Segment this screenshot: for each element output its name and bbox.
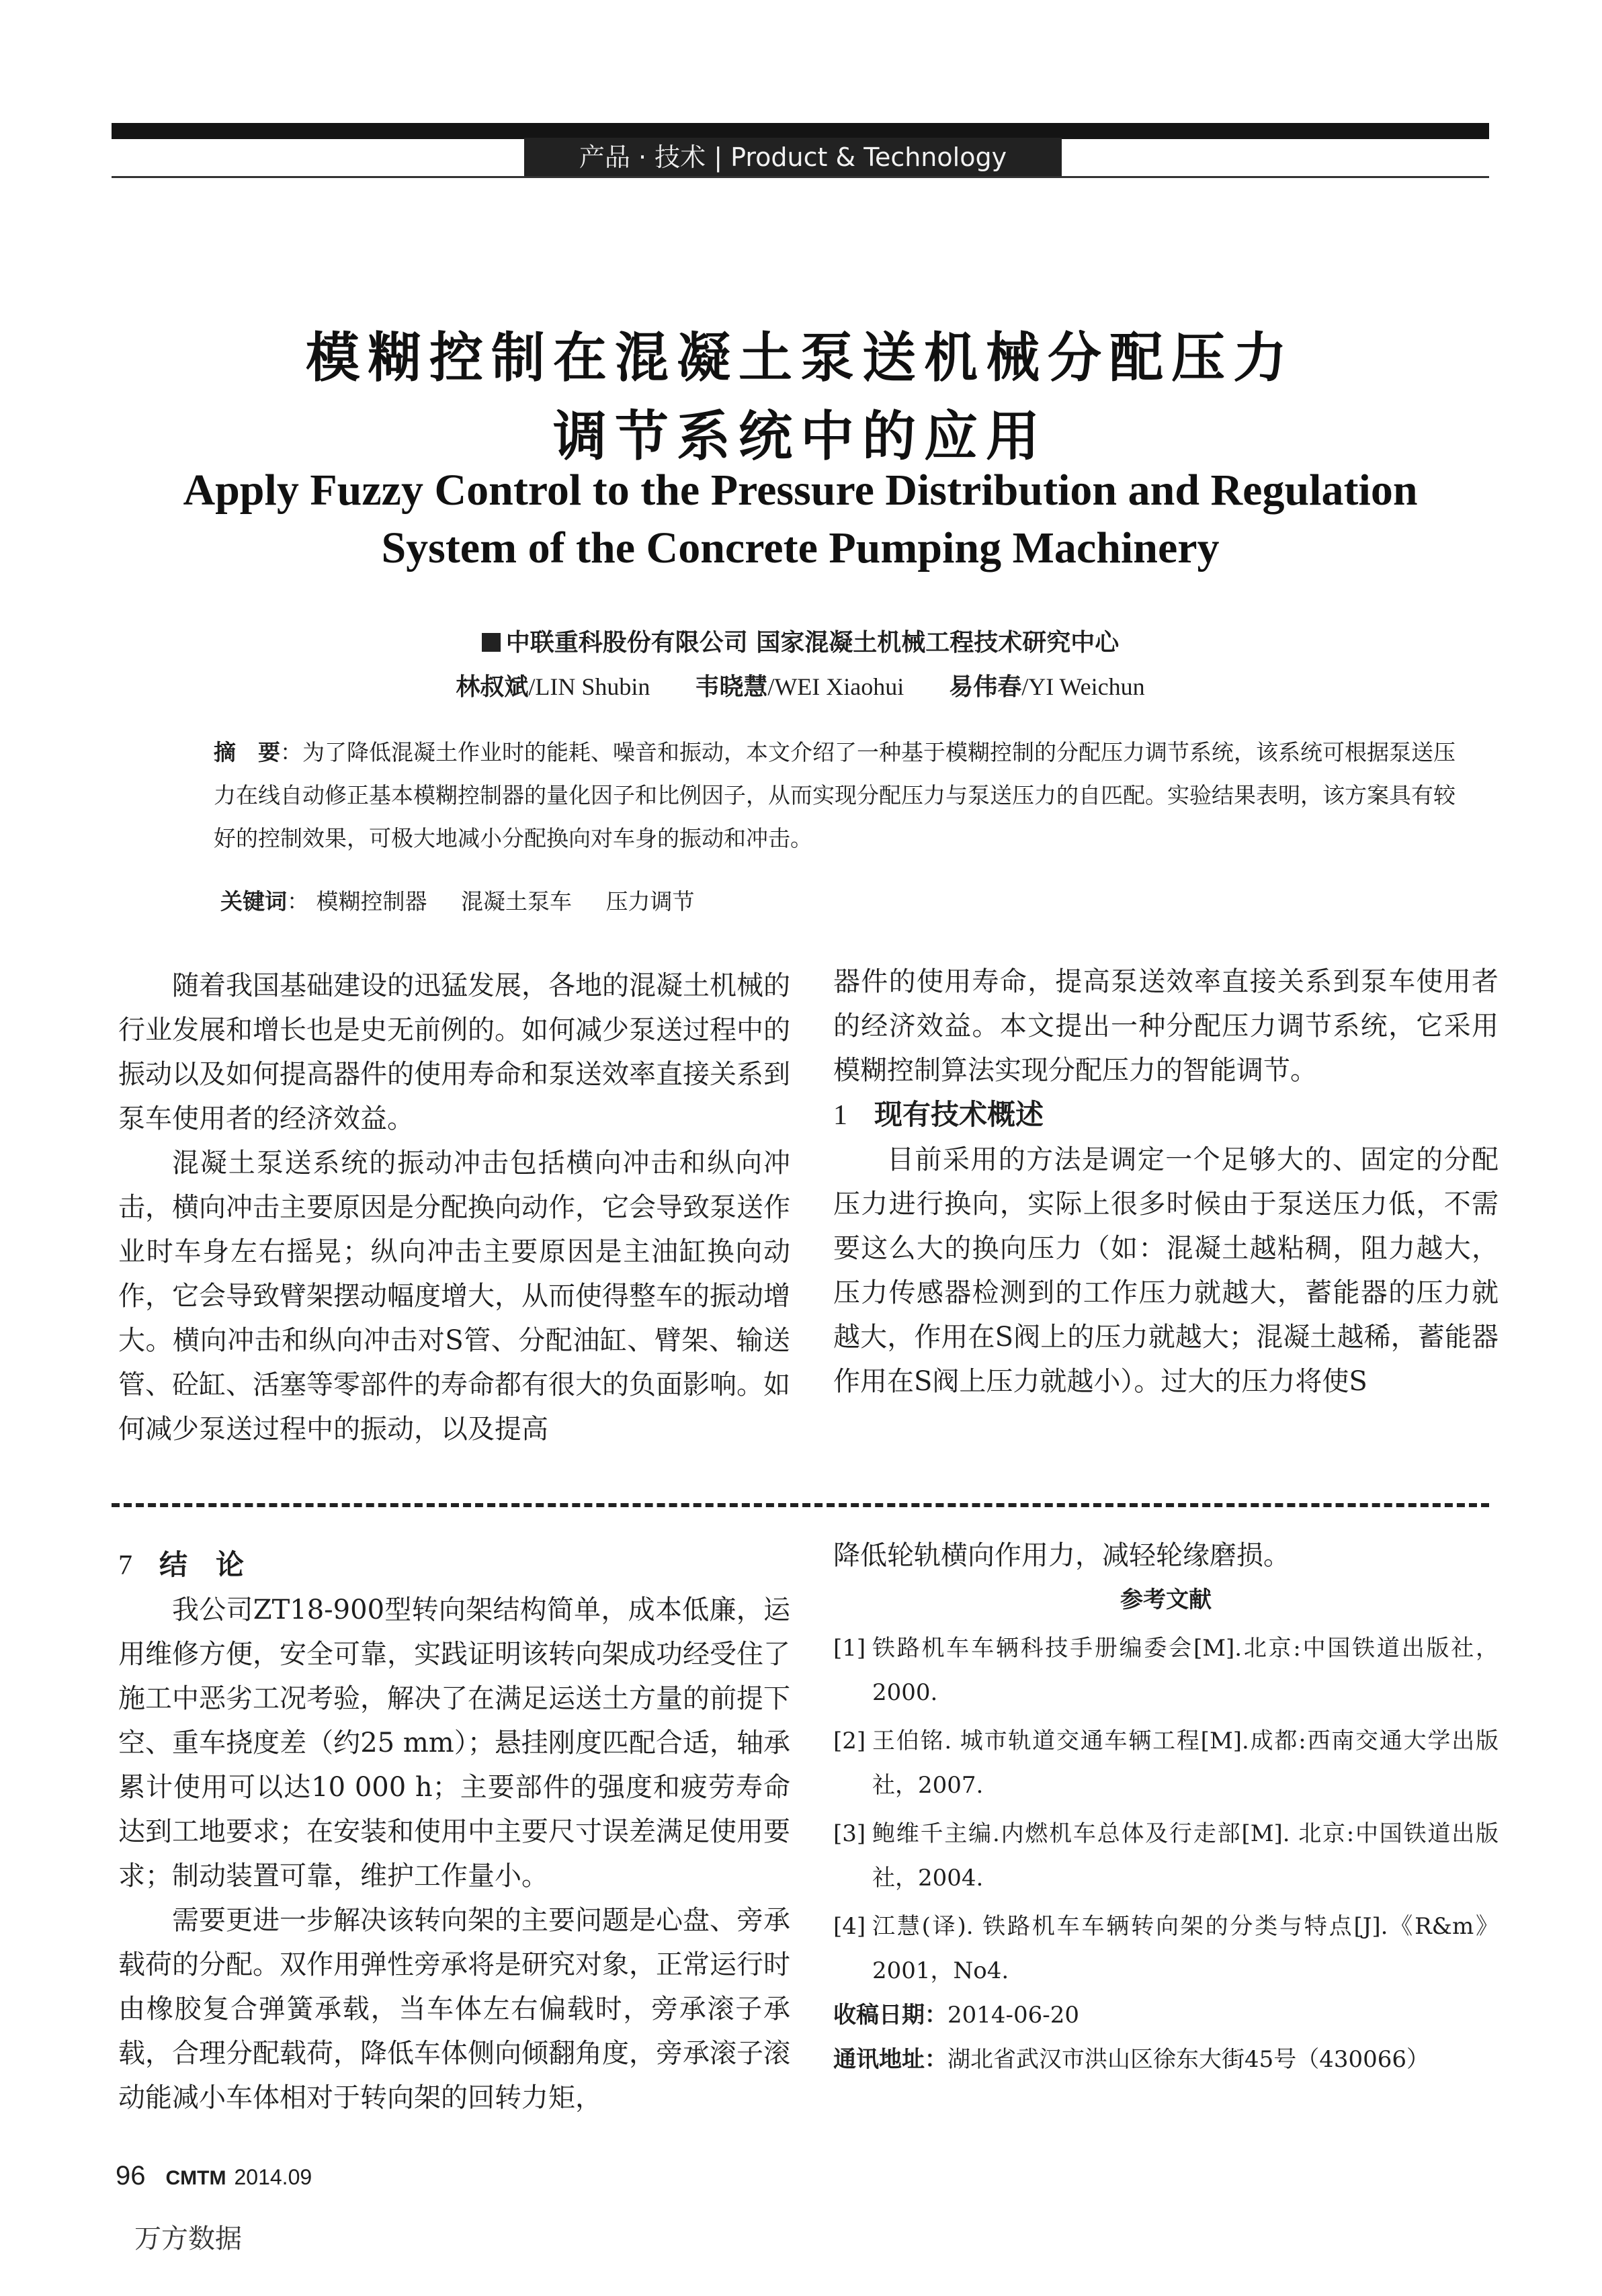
reference-item (833, 1719, 1499, 1808)
reference-text: 江慧(译). 铁路机车车辆转向架的分类与特点[J].《R&m》2001，No4. (872, 1913, 1499, 1984)
author-en: /WEI Xiaohui (767, 673, 904, 700)
prev-article-right-column (833, 1533, 1499, 2082)
reference-text: 王伯铭. 城市轨道交通车辆工程[M].成都:西南交通大学出版社，2007. (872, 1728, 1499, 1799)
received-value: 2014-06-20 (947, 2002, 1080, 2029)
body-paragraph: 目前采用的方法是调定一个足够大的、固定的分配压力进行换向，实际上很多时候由于泵送压力低，不需要这么大的换向压力（如：混凝土越粘稠，阻力越大，压力传感器检测到的工作压力就越大，蓄能器的压力就越大，作用在S阀上的压力就越大；混凝土越稀，蓄能器作用在S阀上压力就越小）。过大的压力将使S (833, 1144, 1499, 1397)
reference-text: 铁路机车车辆科技手册编委会[M].北京:中国铁道出版社，2000. (872, 1635, 1499, 1706)
author-list (112, 668, 1489, 702)
section-tag: 产品 · 技术 | Product & Technology (524, 138, 1062, 177)
abstract-label: 摘 要 (214, 739, 280, 765)
title-en-line2: System of the Concrete Pumping Machinery (381, 523, 1220, 572)
affiliation (112, 624, 1489, 658)
section-title: 现有技术概述 (874, 1098, 1044, 1131)
author-zh: 韦晓慧 (695, 673, 768, 701)
reference-index: [4] (833, 1913, 866, 1940)
author-en: /LIN Shubin (528, 673, 650, 700)
issue-date: 2014.09 (234, 2165, 312, 2189)
top-thin-rule (112, 176, 1489, 178)
abstract: 摘 要：为了降低混凝土作业时的能耗、噪音和振动，本文介绍了一种基于模糊控制的分配压力调节系统，该系统可根据泵送压力在线自动修正基本模糊控制器的量化因子和比例因子，从而实现分配压力与泵送压力的自匹配。实验结果表明，该方案具有较好的控制效果，可极大地减小分配换向对车身的振动和冲击。 (214, 739, 1456, 851)
reference-index: [3] (833, 1820, 866, 1847)
body-left-column (118, 964, 790, 1451)
author-en: /YI Weichun (1021, 673, 1145, 700)
author-zh: 易伟春 (949, 673, 1022, 701)
received-date (833, 1993, 1499, 2037)
section-title: 结 论 (159, 1548, 245, 1581)
section-heading (118, 1543, 790, 1588)
body-paragraph: 降低轮轨横向作用力，减轻轮缘磨损。 (833, 1540, 1290, 1571)
keyword: 压力调节 (605, 888, 695, 915)
mailing-address (833, 2037, 1499, 2082)
body-paragraph: 需要更进一步解决该转向架的主要问题是心盘、旁承载荷的分配。双作用弹性旁承将是研究对象，正常运行时由橡胶复合弹簧承载，当车体左右偏载时，旁承滚子承载，合理分配载荷，降低车体侧向倾翻角度，旁承滚子滚动能减小车体相对于转向架的回转力矩， (118, 1905, 790, 2113)
references-title: 参考文献 (1120, 1586, 1212, 1613)
title-zh-line1: 模糊控制在混凝土泵送机械分配压力 (306, 327, 1295, 389)
body-paragraph: 随着我国基础建设的迅猛发展，各地的混凝土机械的行业发展和增长也是史无前例的。如何减少泵送过程中的振动以及如何提高器件的使用寿命和泵送效率直接关系到泵车使用者的经济效益。 (118, 970, 790, 1134)
prev-article-left-column (118, 1543, 790, 2120)
section-number: 7 (118, 1550, 132, 1581)
reference-index: [1] (833, 1635, 866, 1662)
bullet-square-icon (482, 633, 501, 652)
section-number: 1 (833, 1100, 847, 1131)
body-right-column (833, 960, 1499, 1404)
keyword: 混凝土泵车 (461, 888, 572, 915)
title-zh-line2: 调节系统中的应用 (553, 405, 1048, 468)
reference-index: [2] (833, 1728, 866, 1754)
received-label: 收稿日期： (833, 2002, 947, 2029)
body-paragraph: 器件的使用寿命，提高泵送效率直接关系到泵车使用者的经济效益。本文提出一种分配压力调节系统，它采用模糊控制算法实现分配压力的智能调节。 (833, 966, 1499, 1086)
magazine-name: CMTM (165, 2167, 226, 2189)
dashed-divider (112, 1503, 1489, 1507)
reference-text: 鲍维千主编.内燃机车总体及行走部[M]. 北京:中国铁道出版社，2004. (872, 1820, 1499, 1891)
keywords: 关键词： 模糊控制器 混凝土泵车 压力调节 (220, 888, 695, 915)
body-paragraph: 混凝土泵送系统的振动冲击包括横向冲击和纵向冲击，横向冲击主要原因是分配换向动作，它会导致泵送作业时车身左右摇晃；纵向冲击主要原因是主油缸换向动作，它会导致臂架摆动幅度增大，从而使得整车的振动增大。横向冲击和纵向冲击对S管、分配油缸、臂架、输送管、砼缸、活塞等零部件的寿命都有很大的负面影响。如何减少泵送过程中的振动，以及提高 (118, 1148, 790, 1445)
abstract-text: 为了降低混凝土作业时的能耗、噪音和振动，本文介绍了一种基于模糊控制的分配压力调节系统，该系统可根据泵送压力在线自动修正基本模糊控制器的量化因子和比例因子，从而实现分配压力与泵送压力的自匹配。实验结果表明，该方案具有较好的控制效果，可极大地减小分配换向对车身的振动和冲击。 (214, 739, 1456, 851)
title-en-line1: Apply Fuzzy Control to the Pressure Distribution and Regulation (183, 466, 1418, 515)
page-number: 96 (116, 2161, 146, 2191)
watermark: 万方数据 (134, 2223, 242, 2254)
top-rule-bar (112, 123, 1489, 139)
address-label: 通讯地址： (833, 2046, 947, 2073)
section-heading (833, 1093, 1499, 1138)
address-value: 湖北省武汉市洪山区徐东大街45号（430066） (947, 2046, 1430, 2073)
page-footer (116, 2161, 312, 2191)
body-paragraph: 我公司ZT18-900型转向架结构简单，成本低廉，运用维修方便，安全可靠，实践证明该转向架成功经受住了施工中恶劣工况考验，解决了在满足运送土方量的前提下空、重车挠度差（约25 mm）；悬挂刚度匹配合适，轴承累计使用可以达10 000 h；主要部件的强度和疲劳寿命达到工地要求；在安装和使用中主要尺寸误差满足使用要求；制动装置可靠，维护工作量小。 (118, 1595, 790, 1891)
keywords-label: 关键词 (220, 888, 287, 915)
author-zh: 林叔斌 (456, 673, 529, 701)
keyword: 模糊控制器 (316, 888, 427, 915)
reference-item (833, 1812, 1499, 1900)
affiliation-text: 中联重科股份有限公司 国家混凝土机械工程技术研究中心 (505, 629, 1120, 656)
reference-item (833, 1904, 1499, 1993)
reference-item (833, 1626, 1499, 1715)
